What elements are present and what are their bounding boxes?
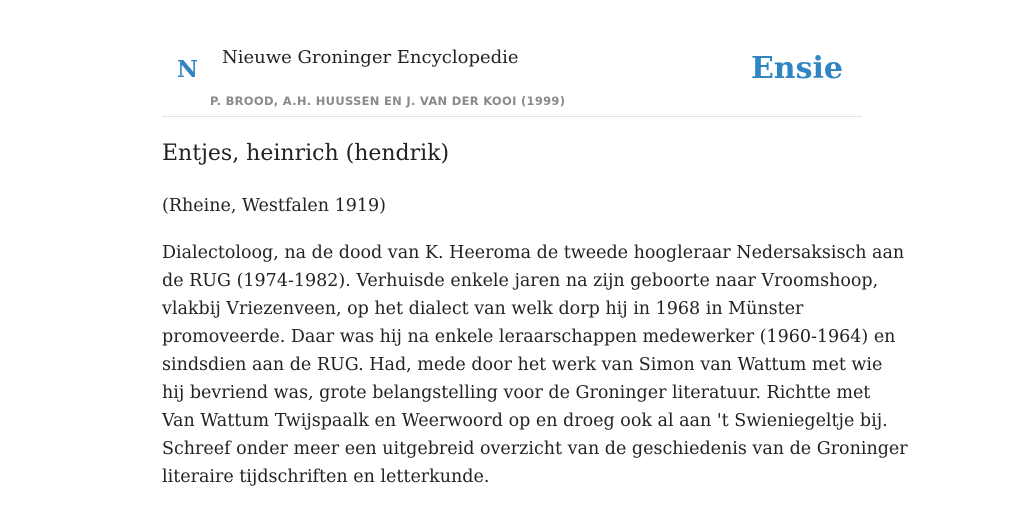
authors-line: P. BROOD, A.H. HUUSSEN EN J. VAN DER KOOI (1999) [210, 94, 566, 108]
encyclopedia-logo[interactable]: N [177, 56, 199, 83]
body-line: vlakbij Vriezenveen, op het dialect van welk dorp hij in 1968 in Münster [162, 299, 804, 319]
body-line: Schreef onder meer een uitgebreid overzicht van de geschiedenis van de Groninger [162, 439, 908, 459]
entry-subtitle: (Rheine, Westfalen 1919) [162, 196, 386, 216]
header [162, 0, 862, 117]
body-line: sindsdien aan de RUG. Had, mede door het werk van Simon van Wattum met wie [162, 355, 883, 375]
ensie-brand-logo[interactable]: Ensie [750, 51, 843, 86]
entry-title: Entjes, heinrich (hendrik) [162, 141, 450, 166]
body-line: de RUG (1974-1982). Verhuisde enkele jaren na zijn geboorte naar Vroomshoop, [162, 271, 879, 291]
body-line: Dialectoloog, na de dood van K. Heeroma de tweede hoogleraar Nedersaksisch aan [162, 243, 905, 263]
work-title[interactable]: Nieuwe Groninger Encyclopedie [222, 47, 519, 68]
body-line: literaire tijdschriften en letterkunde. [162, 467, 490, 487]
body-line: hij bevriend was, grote belangstelling voor de Groninger literatuur. Richtte met [162, 383, 871, 403]
body-line: promoveerde. Daar was hij na enkele leraarschappen medewerker (1960-1964) en [162, 327, 896, 347]
entry-body [162, 239, 908, 491]
body-line: Van Wattum Twijspaalk en Weerwoord op en droeg ook al aan 't Swieniegeltje bij. [162, 411, 888, 431]
